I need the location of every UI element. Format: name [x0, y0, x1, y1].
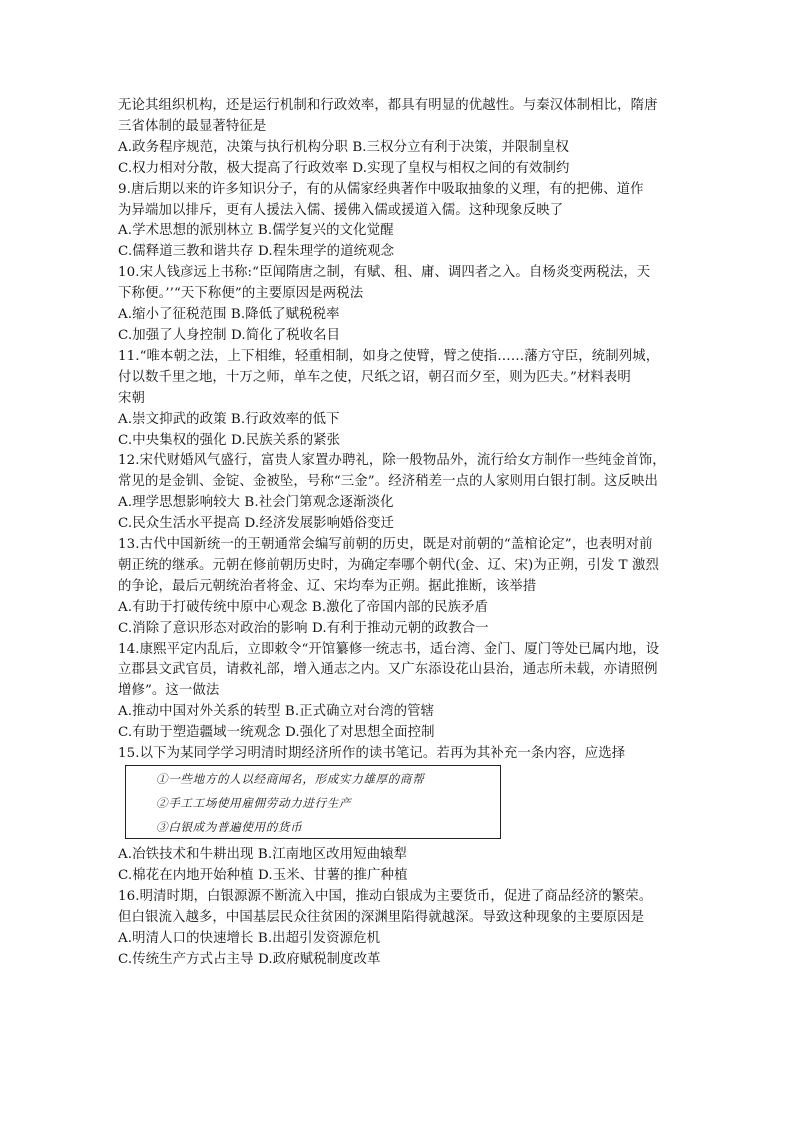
question-text-lower — [118, 845, 690, 970]
question-15-stem: 15.以下为某同学学习明清时期经济所作的读书笔记。若再为其补充一条内容，应选择 — [118, 746, 626, 762]
option-line: A.有助于打破传统中原中心观念 B.激化了帝国内部的民族矛盾 — [118, 599, 489, 615]
option-line: A.理学思想影响较大 B.社会门第观念逐渐淡化 — [118, 495, 394, 511]
question-12-stem: 12.宋代财婚风气盛行，富贵人家置办聘礼，除一般物品外，流行给女方制作一些纯金首饰， — [118, 453, 666, 469]
option-line: A.学术思想的派别林立 B.儒学复兴的文化觉醒 — [118, 223, 394, 239]
text-line: 的争论，最后元朝统治者将金、辽、宋均奉为正朔。据此推断，该举措 — [118, 578, 537, 594]
question-11-stem: 11.“唯本朝之法，上下相维，轻重相制，如身之使臂，臂之使指……藩方守臣，统制列城， — [118, 348, 660, 364]
option-line: C.有助于塑造疆域一统观念 D.强化了对思想全面控制 — [118, 725, 435, 741]
option-line: C.中央集权的强化 D.民族关系的紧张 — [118, 432, 341, 448]
text-line: 但白银流入越多，中国基层民众往贫困的深渊里陷得就越深。导致这种现象的主要原因是 — [118, 909, 645, 925]
text-line: 立郡县文武官员，请救礼部，增入通志之内。又广东添设花山县治，通志所未载，亦请照例 — [118, 662, 658, 678]
text-line: 常见的是金钏、金锭、金被坠，号称“三金”。经济稍差一点的人家则用白银打制。这反映出 — [118, 474, 659, 490]
question-13-stem: 13.古代中国新统一的王朝通常会编写前朝的历史，既是对前朝的“盖棺论定”，也表明对前 — [118, 537, 653, 553]
option-line: C.棉花在内地开始种植 D.玉米、甘薯的推广种植 — [118, 867, 408, 883]
note-item: ①一些地方的人以经商闻名，形成实力雄厚的商帮 — [156, 772, 425, 786]
question-9-stem: 9.唐后期以来的许多知识分子，有的从儒家经典著作中吸取抽象的义理，有的把佛、道作 — [118, 181, 644, 197]
option-line: A.冶铁技术和牛耕出现 B.江南地区改用短曲辕犁 — [118, 847, 408, 862]
question-16-stem: 16.明清时期，白银源源不断流入中国，推动白银成为主要货币，促进了商品经济的繁荣。 — [118, 888, 653, 904]
option-line: C.加强了人身控制 D.简化了税收名目 — [118, 327, 341, 343]
option-line: A.缩小了征税范围 B.降低了赋税税率 — [118, 307, 340, 323]
option-line: A.推动中国对外关系的转型 B.正式确立对台湾的管辖 — [118, 704, 435, 720]
question-14-stem: 14.康熙平定内乱后，立即敕令“开馆纂修一统志书，适台湾、金门、厦门等处已属内地，设 — [118, 641, 660, 657]
question-text-upper — [118, 96, 690, 765]
text-line: 无论其组织机构，还是运行机制和行政效率，都具有明显的优越性。与秦汉体制相比，隋唐 — [118, 98, 658, 113]
option-line: C.民众生活水平提高 D.经济发展影响婚俗变迁 — [118, 516, 395, 532]
text-line: 宋朝 — [118, 390, 145, 406]
reading-notes-box — [125, 765, 501, 839]
text-line: 为异端加以排斥，更有人援法入儒、援佛入儒或援道入儒。这种现象反映了 — [118, 202, 564, 218]
text-line: 三省体制的最显著特征是 — [118, 118, 267, 134]
note-item: ③白银成为普遍使用的货币 — [156, 820, 303, 834]
option-line: A.政务程序规范，决策与执行机构分职 B.三权分立有利于决策，并限制皇权 — [118, 139, 569, 155]
question-10-stem: 10.宋人钱彦远上书称:“臣闻隋唐之制，有赋、租、庸、调四者之入。自杨炎变两税法，天 — [118, 265, 651, 281]
option-line: C.消除了意识形态对政治的影响 D.有利于推动元朝的政教合一 — [118, 620, 489, 636]
text-line: 朝正统的继承。元朝在修前朝历史时，为确定奉哪个朝代(金、辽、宋)为正朔，引发 T 激烈 — [118, 557, 660, 573]
option-line: A.崇文抑武的政策 B.行政效率的低下 — [118, 411, 340, 427]
text-line: 增修”。这一做法 — [118, 683, 220, 699]
option-line: C.儒释道三教和谐共存 D.程朱理学的道统观念 — [118, 244, 395, 260]
option-line: C.权力相对分散，极大提高了行政效率 D.实现了皇权与相权之间的有效制约 — [118, 160, 570, 176]
option-line: C.传统生产方式占主导 D.政府赋税制度改革 — [118, 951, 381, 967]
option-line: A.明清人口的快速增长 B.出超引发资源危机 — [118, 930, 381, 946]
note-item: ②手工工场使用雇佣劳动力进行生产 — [156, 796, 352, 810]
text-line: 付以数千里之地，十万之师，单车之使，尺纸之诏，朝召而夕至，则为匹夫。”材料表明 — [118, 369, 631, 385]
text-line: 下称便。’’“天下称便”的主要原因是两税法 — [118, 286, 364, 302]
